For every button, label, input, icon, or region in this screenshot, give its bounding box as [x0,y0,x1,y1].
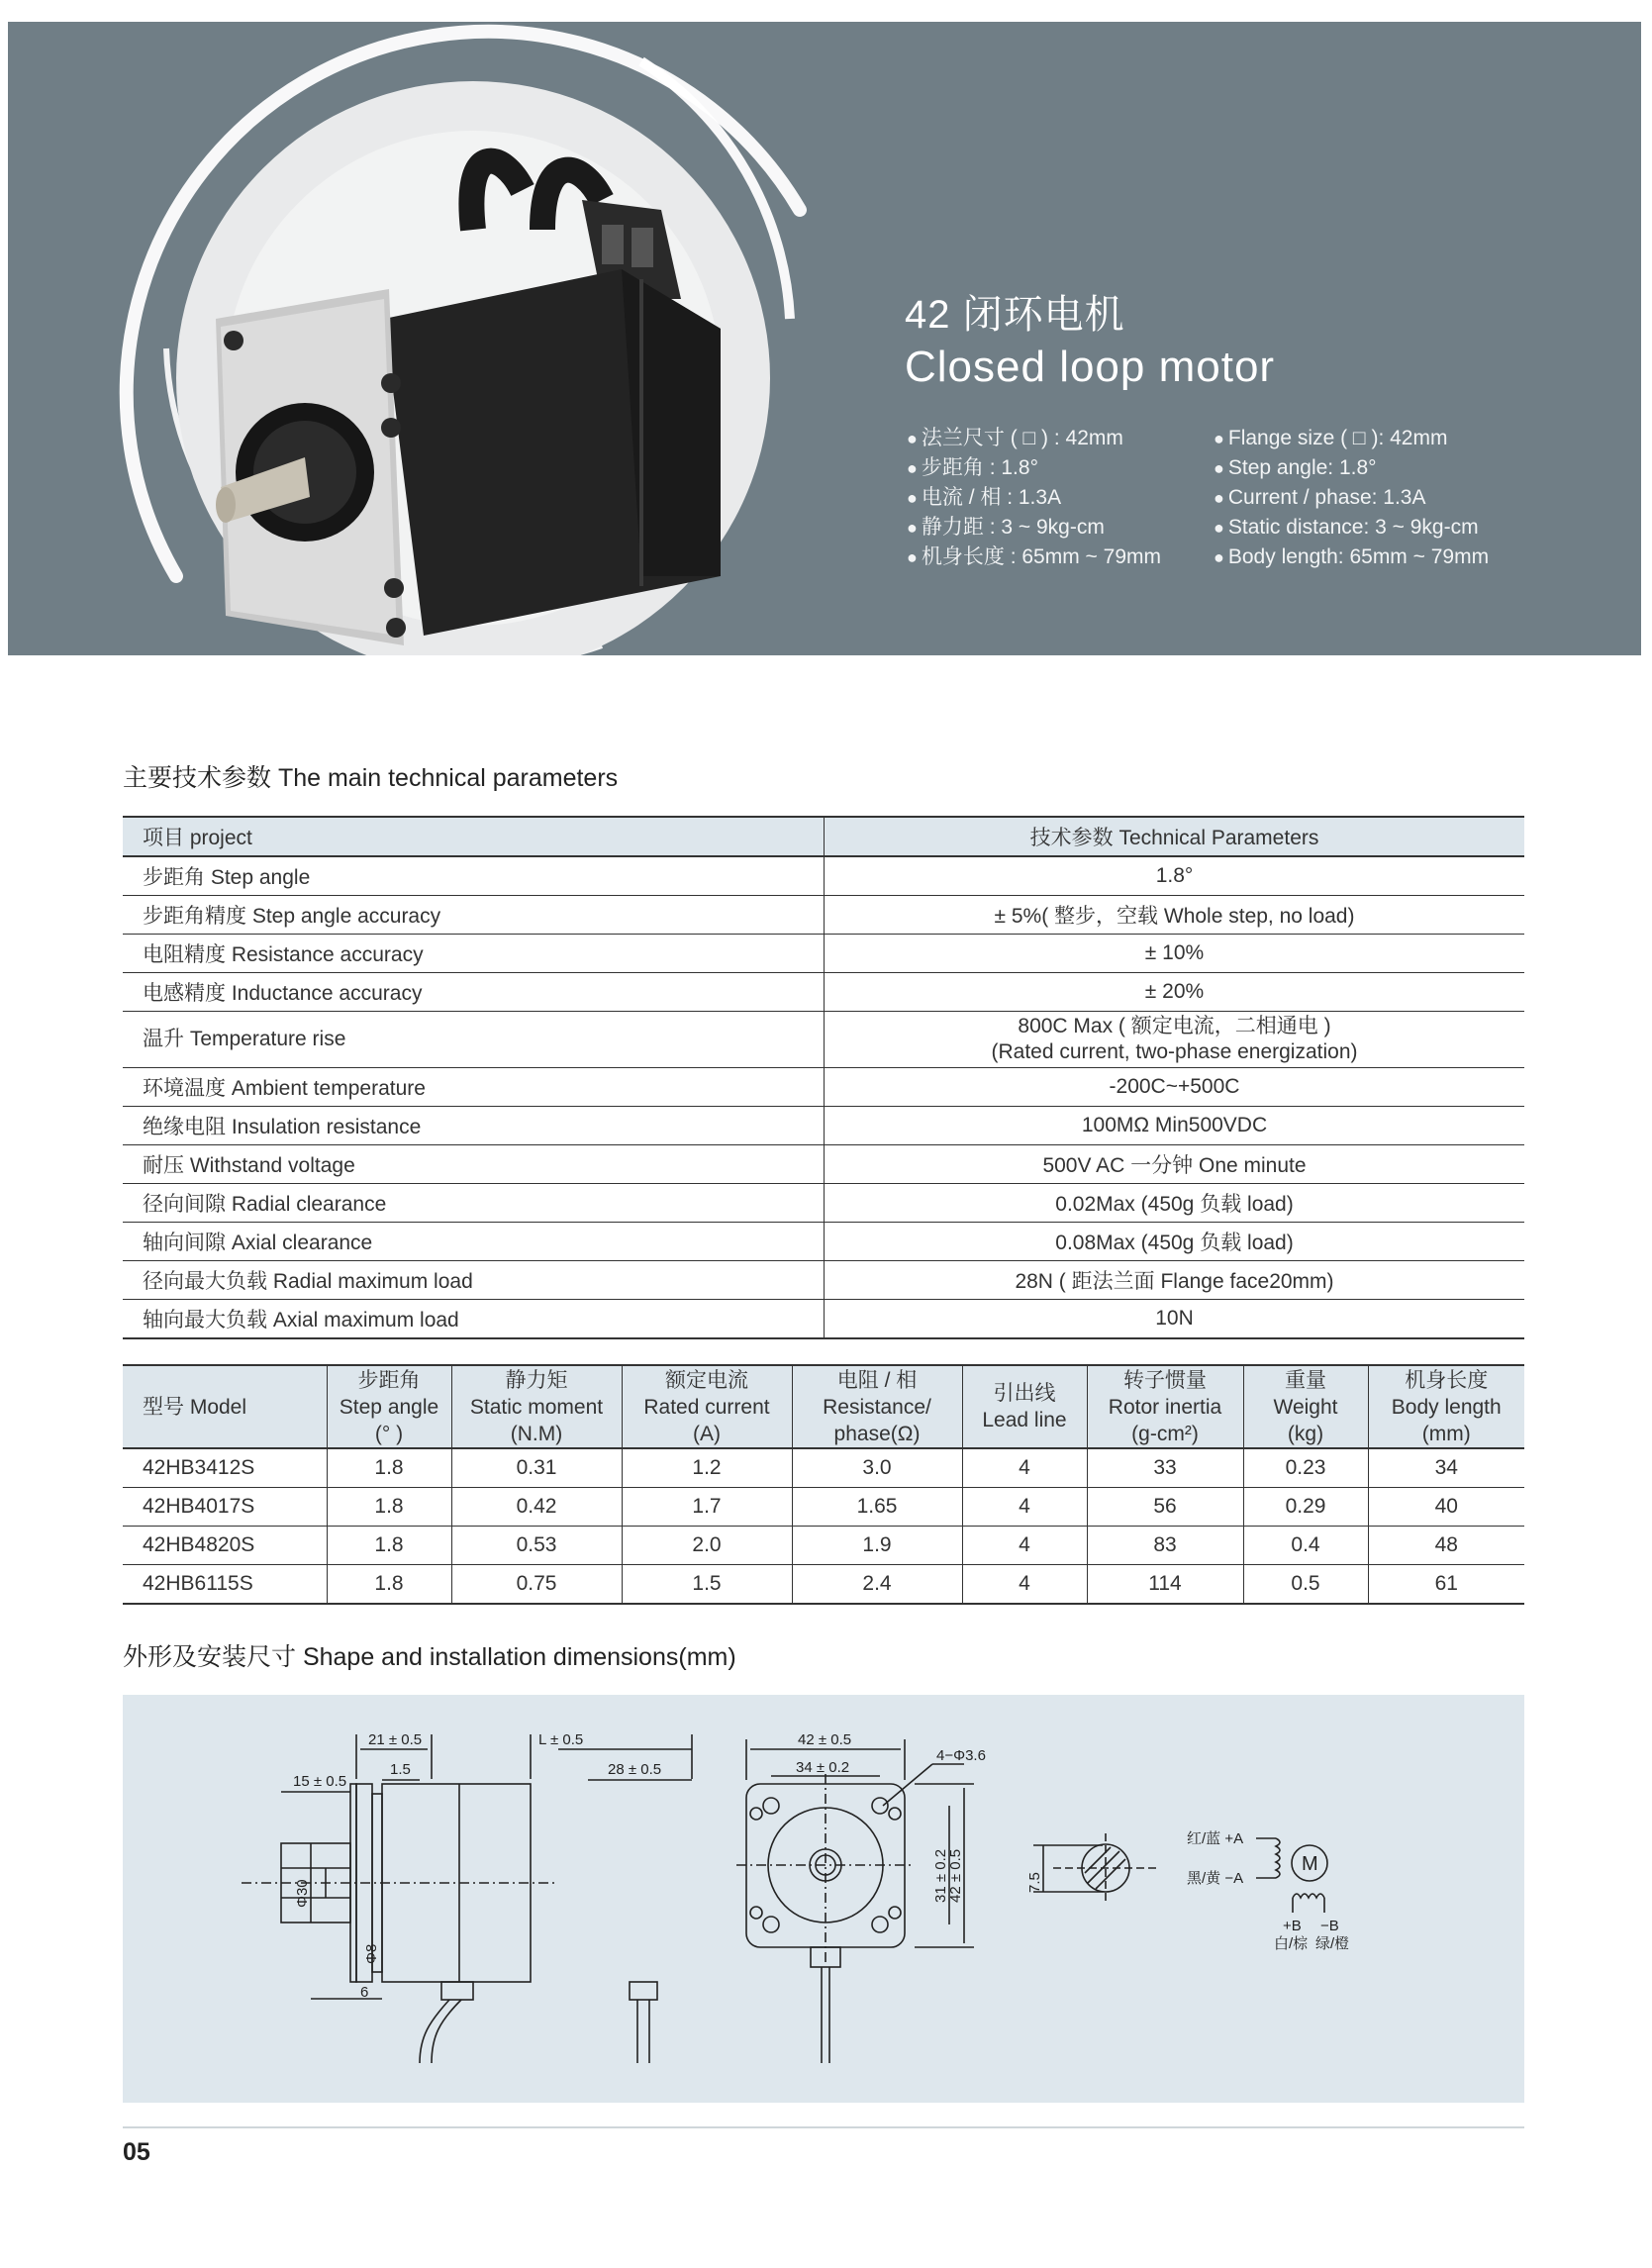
cell: 3.0 [792,1448,962,1488]
cell: 2.4 [792,1565,962,1605]
spec-en-length: ● Body length: 65mm ~ 79mm [1214,542,1489,572]
wire-b-minus: −B [1320,1918,1339,1934]
cell: 48 [1368,1527,1524,1565]
motor-symbol: M [1302,1853,1318,1875]
wire-a-plus: 红/蓝 +A [1187,1830,1244,1847]
param-name: 电阻精度 Resistance accuracy [123,935,825,973]
title-en: Closed loop motor [905,343,1276,391]
spec-en-static: ● Static distance: 3 ~ 9kg-cm [1214,513,1489,542]
col-label: 机身长度 [1405,1368,1489,1392]
cell: 0.42 [451,1488,622,1527]
models-table [123,1364,1524,1605]
dim-l: L ± 0.5 [538,1731,584,1748]
table-row [123,1488,1524,1527]
cell: 40 [1368,1488,1524,1527]
model-cell: 42HB6115S [123,1565,327,1605]
col-label: 静力矩 [505,1368,568,1392]
param-name: 径向间隙 Radial clearance [123,1184,825,1223]
col-label: (A) [693,1422,721,1445]
cell: 0.5 [1243,1565,1368,1605]
params-col-project: 项目 project [123,817,825,856]
dimension-labels [293,1731,1349,2001]
cell: 1.7 [622,1488,792,1527]
param-value: 100MΩ Min500VDC [825,1107,1525,1145]
cell: 1.65 [792,1488,962,1527]
spec-cn-flange: ● 法兰尺寸 ( □ ) : 42mm [907,424,1161,453]
col-rated-current [622,1365,792,1448]
table-row [123,1527,1524,1565]
table-row [123,1107,1524,1145]
wire-a-minus: 黑/黄 −A [1187,1870,1244,1887]
model-cell: 42HB4820S [123,1527,327,1565]
table-row [123,1145,1524,1184]
cell: 4 [962,1527,1087,1565]
cell: 2.0 [622,1527,792,1565]
param-value: 10N [825,1300,1525,1339]
dim-6: 6 [360,1984,369,2001]
spec-en-current: ● Current / phase: 1.3A [1214,483,1489,513]
footer-divider [123,2126,1524,2128]
dim-31: 31 ± 0.2 [932,1848,949,1903]
col-resistance [792,1365,962,1448]
col-label: 转子惯量 [1123,1368,1207,1392]
spec-cn-length: ● 机身长度 : 65mm ~ 79mm [907,542,1161,572]
spec-en-flange: ● Flange size ( □ ): 42mm [1214,424,1489,453]
param-name: 径向最大负载 Radial maximum load [123,1261,825,1300]
dim-holes: 4−Φ3.6 [936,1747,986,1764]
table-row [123,1261,1524,1300]
dim-7-5: 7.5 [1026,1872,1043,1893]
spec-cn-step: ● 步距角 : 1.8° [907,453,1161,483]
param-name: 轴向最大负载 Axial maximum load [123,1300,825,1339]
cell: 0.31 [451,1448,622,1488]
col-label: Step angle [339,1395,439,1419]
param-name: 电感精度 Inductance accuracy [123,973,825,1012]
dim-15: 15 ± 0.5 [293,1773,347,1790]
cell: 4 [962,1448,1087,1488]
cell: 1.2 [622,1448,792,1488]
table-row [123,973,1524,1012]
col-rotor-inertia [1087,1365,1243,1448]
title-cn: 42 闭环电机 [905,293,1125,337]
param-name: 步距角 Step angle [123,856,825,896]
table-row [123,1012,1524,1068]
cell: 4 [962,1488,1087,1527]
dimension-drawing [123,1695,1524,2103]
dim-phi30: Φ30 [294,1879,311,1908]
dim-28: 28 ± 0.5 [608,1761,662,1778]
wire-b-plus: +B [1283,1918,1302,1934]
param-name: 绝缘电阻 Insulation resistance [123,1107,825,1145]
page-number: 05 [123,2138,150,2166]
param-name: 步距角精度 Step angle accuracy [123,896,825,935]
col-label: Lead line [982,1409,1067,1431]
param-value: -200C~+500C [825,1068,1525,1107]
params-header-row [123,817,1524,856]
param-name: 环境温度 Ambient temperature [123,1068,825,1107]
param-value-line1: 800C Max ( 额定电流，二相通电 ) [1018,1015,1331,1037]
dim-1-5: 1.5 [390,1761,411,1778]
col-label: 额定电流 [665,1368,748,1392]
cell: 1.5 [622,1565,792,1605]
cell: 0.4 [1243,1527,1368,1565]
dim-21: 21 ± 0.5 [368,1731,423,1748]
param-value: 28N ( 距法兰面 Flange face20mm) [825,1261,1525,1300]
cell: 0.53 [451,1527,622,1565]
params-col-value: 技术参数 Technical Parameters [825,817,1525,856]
cell: 34 [1368,1448,1524,1488]
col-label: (kg) [1287,1422,1324,1445]
cell: 114 [1087,1565,1243,1605]
table-row [123,896,1524,935]
col-weight [1243,1365,1368,1448]
col-label: Rated current [643,1395,770,1419]
col-label: Rotor inertia [1108,1395,1222,1419]
model-cell: 42HB3412S [123,1448,327,1488]
specs-cn-list [907,424,1161,572]
product-banner [8,22,1641,655]
col-label: (mm) [1421,1422,1471,1445]
params-table [123,816,1524,1339]
drawing-heading: 外形及安装尺寸 Shape and installation dimensions(mm) [123,1643,736,1671]
col-static-moment [451,1365,622,1448]
cell: 1.8 [327,1527,451,1565]
cell: 1.8 [327,1565,451,1605]
models-header-row [123,1365,1524,1448]
col-model-label: 型号 Model [143,1395,247,1419]
col-body-length [1368,1365,1524,1448]
table-row [123,1300,1524,1339]
cell: 56 [1087,1488,1243,1527]
col-label: Static moment [469,1395,604,1419]
technical-drawing [123,1695,1524,2103]
param-name: 轴向间隙 Axial clearance [123,1223,825,1261]
product-title [905,289,1275,394]
cell: 0.29 [1243,1488,1368,1527]
table-row [123,1184,1524,1223]
col-label: (° ) [374,1422,404,1445]
cell: 4 [962,1565,1087,1605]
col-label: Resistance/ [823,1395,931,1419]
table-row [123,1223,1524,1261]
col-lead-line [962,1365,1087,1448]
param-value: ± 5%( 整步，空载 Whole step, no load) [825,896,1525,935]
col-label: (g-cm²) [1131,1422,1199,1445]
param-value [825,1012,1525,1068]
model-cell: 42HB4017S [123,1488,327,1527]
spec-cn-current: ● 电流 / 相 : 1.3A [907,483,1161,513]
table-row [123,1448,1524,1488]
cell: 33 [1087,1448,1243,1488]
table-row [123,856,1524,896]
col-label: (N.M) [510,1422,563,1445]
col-label: 重量 [1285,1368,1326,1392]
col-label: 电阻 / 相 [836,1368,918,1392]
dim-42-height: 42 ± 0.5 [947,1848,964,1903]
param-value: 500V AC 一分钟 One minute [825,1145,1525,1184]
param-value: 0.08Max (450g 负载 load) [825,1223,1525,1261]
dim-42-width: 42 ± 0.5 [798,1731,852,1748]
params-heading: 主要技术参数 The main technical parameters [123,764,619,792]
param-value: ± 10% [825,935,1525,973]
col-label: phase(Ω) [833,1422,921,1445]
param-value: 0.02Max (450g 负载 load) [825,1184,1525,1223]
col-label: 引出线 [993,1382,1056,1405]
cell: 0.75 [451,1565,622,1605]
col-label: Weight [1273,1395,1338,1419]
param-value-line2: (Rated current, two-phase energization) [991,1040,1358,1063]
param-value: 1.8° [825,856,1525,896]
cell: 0.23 [1243,1448,1368,1488]
param-name: 温升 Temperature rise [123,1012,825,1068]
cell: 83 [1087,1527,1243,1565]
col-label: Body length [1391,1395,1502,1419]
wire-b-plus-color: 白/棕 [1274,1935,1309,1952]
col-model [123,1365,327,1448]
cell: 61 [1368,1565,1524,1605]
dim-phi8: Φ8 [363,1943,380,1964]
dim-34: 34 ± 0.2 [796,1759,850,1776]
table-row [123,1068,1524,1107]
cell: 1.9 [792,1527,962,1565]
spec-en-step: ● Step angle: 1.8° [1214,453,1489,483]
param-name: 耐压 Withstand voltage [123,1145,825,1184]
cell: 1.8 [327,1448,451,1488]
wire-b-minus-color: 绿/橙 [1315,1935,1350,1952]
table-row [123,935,1524,973]
param-value: ± 20% [825,973,1525,1012]
spec-cn-static: ● 静力距 : 3 ~ 9kg-cm [907,513,1161,542]
cell: 1.8 [327,1488,451,1527]
col-step-angle [327,1365,451,1448]
col-label: 步距角 [357,1368,421,1392]
table-row [123,1565,1524,1605]
specs-en-list [1214,424,1489,572]
